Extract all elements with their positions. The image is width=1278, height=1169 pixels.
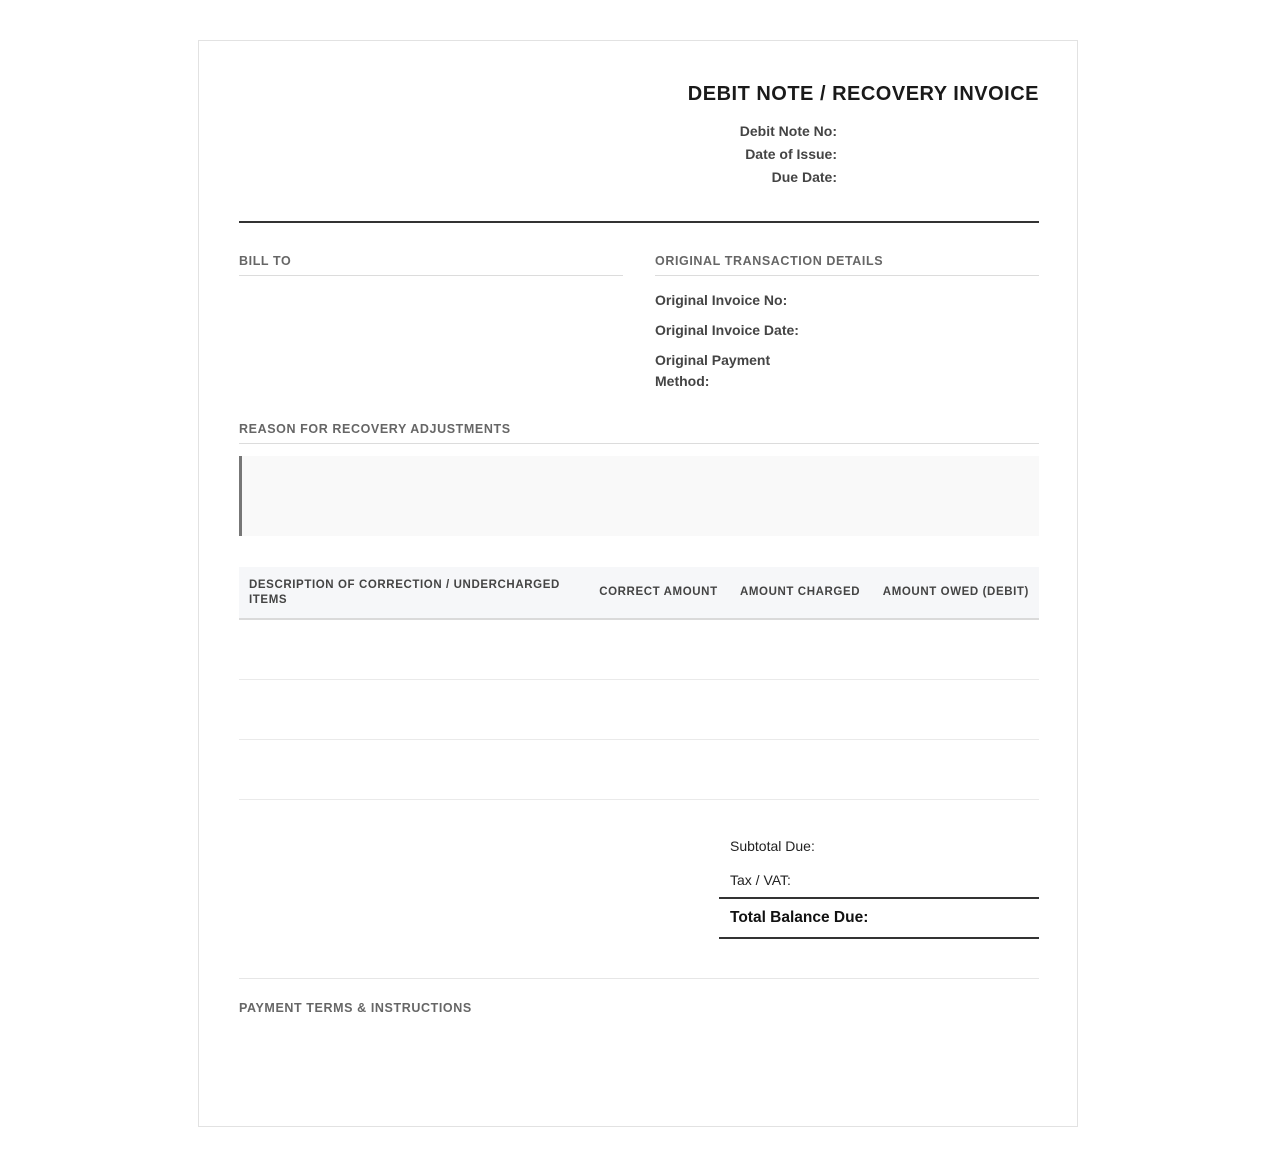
header-divider	[239, 221, 1039, 223]
original-invoice-no-label: Original Invoice No:	[655, 292, 788, 308]
table-cell[interactable]	[728, 740, 870, 800]
terms-heading: PAYMENT TERMS & INSTRUCTIONS	[239, 1001, 472, 1015]
table-cell[interactable]	[587, 680, 728, 740]
table-row	[239, 740, 1039, 800]
original-payment-method-row	[655, 350, 1039, 392]
terms-divider	[239, 978, 1039, 979]
meta-row-due-date	[679, 165, 1039, 188]
terms-section	[239, 1001, 1039, 1075]
original-transaction-heading: ORIGINAL TRANSACTION DETAILS	[655, 254, 1039, 276]
column-header-correct-amount: CORRECT AMOUNT	[587, 567, 728, 619]
table-row	[239, 680, 1039, 740]
table-cell[interactable]	[239, 740, 587, 800]
table-cell[interactable]	[728, 619, 870, 680]
total-row	[719, 897, 1039, 939]
original-invoice-no-row	[655, 290, 1039, 311]
original-payment-method-value[interactable]	[773, 350, 1039, 392]
table-cell[interactable]	[870, 680, 1039, 740]
table-header-row	[239, 567, 1039, 619]
table-cell[interactable]	[587, 619, 728, 680]
document-title: DEBIT NOTE / RECOVERY INVOICE	[687, 83, 1039, 105]
items-table	[239, 567, 1039, 800]
subtotal-label: Subtotal Due:	[730, 838, 815, 854]
table-row	[239, 619, 1039, 680]
meta-row-date-of-issue	[679, 142, 1039, 165]
original-invoice-date-label: Original Invoice Date:	[655, 322, 799, 338]
column-header-amount-charged: AMOUNT CHARGED	[728, 567, 870, 619]
original-invoice-date-row	[655, 320, 1039, 341]
table-cell[interactable]	[870, 740, 1039, 800]
meta-label: Date of Issue:	[745, 145, 837, 162]
table-cell[interactable]	[870, 619, 1039, 680]
tax-label: Tax / VAT:	[730, 872, 791, 888]
original-invoice-date-value[interactable]	[815, 320, 1039, 341]
bill-to-section	[239, 254, 623, 366]
original-payment-method-label: Original Payment Method:	[655, 352, 771, 389]
bill-to-content[interactable]	[239, 276, 623, 366]
document-page	[198, 40, 1078, 1127]
meta-row-debit-note-no	[679, 119, 1039, 142]
table-cell[interactable]	[728, 680, 870, 740]
table-cell[interactable]	[239, 680, 587, 740]
tax-row	[719, 863, 1039, 897]
bill-to-heading: BILL TO	[239, 254, 623, 276]
meta-label: Debit Note No:	[739, 122, 837, 139]
original-transaction-section	[655, 254, 1039, 401]
reason-text-box[interactable]	[239, 456, 1039, 536]
original-invoice-no-value[interactable]	[805, 290, 1039, 311]
terms-content[interactable]	[239, 1015, 1039, 1075]
reason-heading: REASON FOR RECOVERY ADJUSTMENTS	[239, 422, 1039, 444]
column-header-description: DESCRIPTION OF CORRECTION / UNDERCHARGED ITEMS	[239, 567, 587, 619]
subtotal-row	[719, 829, 1039, 863]
original-transaction-list	[655, 290, 1039, 392]
table-cell[interactable]	[239, 619, 587, 680]
meta-label: Due Date:	[771, 168, 837, 185]
reason-section	[239, 422, 1039, 536]
total-label: Total Balance Due:	[730, 909, 869, 926]
column-header-amount-owed: AMOUNT OWED (DEBIT)	[870, 567, 1039, 619]
table-cell[interactable]	[587, 740, 728, 800]
totals-block	[719, 829, 1039, 939]
document-meta	[679, 119, 1039, 188]
